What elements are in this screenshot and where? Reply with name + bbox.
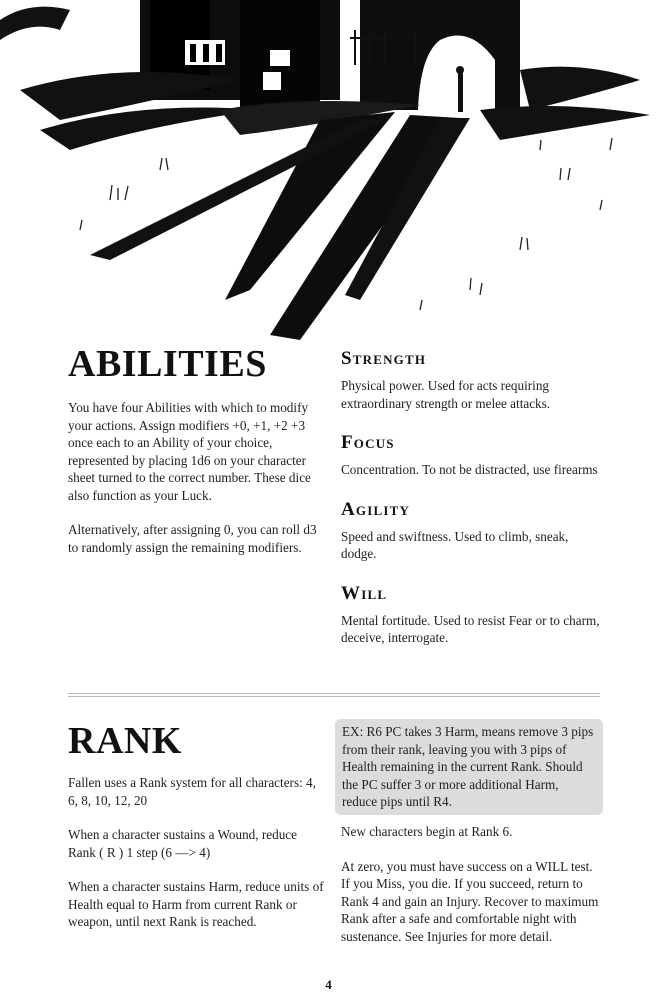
rank-section xyxy=(68,722,324,931)
ability-description: Concentration. To not be distracted, use firearms xyxy=(341,462,598,477)
ability-name: Focus xyxy=(341,432,395,453)
rank-intro-paragraph: Fallen uses a Rank system for all characters: 4, 6, 8, 10, 12, 20 xyxy=(68,775,316,808)
ability-name: Agility xyxy=(341,498,411,520)
abilities-intro-paragraph: You have four Abilities with which to modify your actions. Assign modifiers +0, +1, +2 +3 once each to an Ability of your choice, represented by placing 1d6 on your character sheet turned to the correct number. These dice also function as your Luck. xyxy=(68,400,311,503)
section-divider xyxy=(68,693,600,697)
ability-focus xyxy=(341,433,603,479)
rank-example-box xyxy=(335,719,603,815)
rank-heading: RANK xyxy=(68,720,182,762)
rank-example-text: EX: R6 PC takes 3 Harm, means remove 3 pips from their rank, leaving you with 3 pips of Health remaining in the current Rank. Should the PC suffer 3 or more additional Harm, reduce pips until R4. xyxy=(342,724,594,809)
ability-description: Mental fortitude. Used to resist Fear or to charm, deceive, interrogate. xyxy=(341,612,600,645)
rank-zero-paragraph: At zero, you must have success on a WILL test. If you Miss, you die. If you succeed, return to Rank 4 and gain an Injury. Recover to maximum Rank after a safe and comfortable night with sustenance. See Injuries for more detail. xyxy=(341,858,599,944)
rank-harm-paragraph: When a character sustains Harm, reduce units of Health equal to Harm from current Rank or weapon, until next Rank is reached. xyxy=(68,879,324,929)
abilities-section xyxy=(68,345,324,556)
ability-description: Physical power. Used for acts requiring extraordinary strength or melee attacks. xyxy=(341,378,551,411)
ability-will xyxy=(341,584,603,647)
abilities-heading: ABILITIES xyxy=(68,343,267,385)
ability-name: Will xyxy=(341,582,388,604)
rank-wound-paragraph: When a character sustains a Wound, reduce Rank ( R ) 1 step (6 —> 4) xyxy=(68,827,298,860)
ability-list xyxy=(341,349,603,647)
rank-starting-paragraph: New characters begin at Rank 6. xyxy=(341,824,513,839)
abilities-alternative-paragraph: Alternatively, after assigning 0, you can roll d3 to randomly assign the remaining modifiers. xyxy=(68,522,317,555)
ability-strength xyxy=(341,349,603,412)
mansion-illustration xyxy=(0,0,657,345)
rank-details xyxy=(341,823,603,945)
ability-agility xyxy=(341,500,603,563)
ability-name: Strength xyxy=(341,348,427,369)
ability-description: Speed and swiftness. Used to climb, sneak, dodge. xyxy=(341,528,569,561)
page-number: 4 xyxy=(325,977,332,992)
